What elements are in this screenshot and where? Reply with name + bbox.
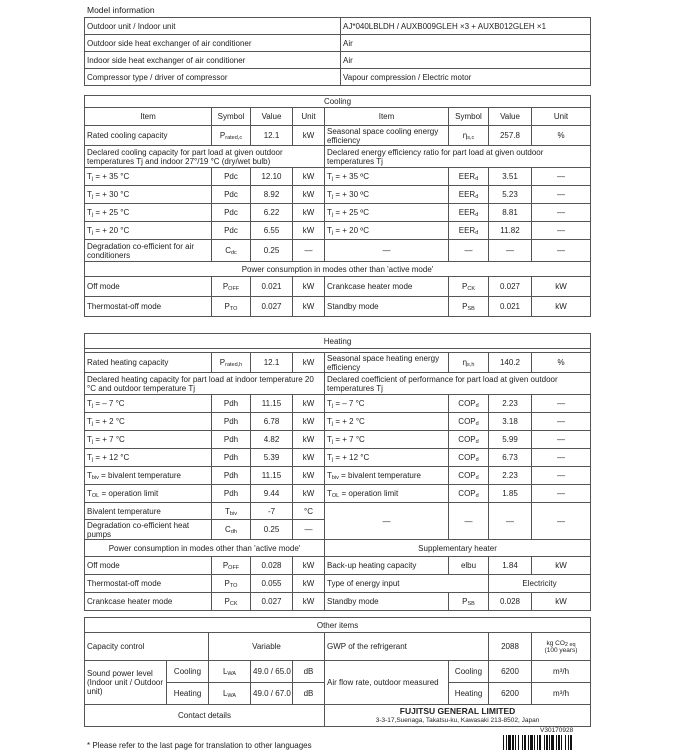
footnote: * Please refer to the last page for translation to other languages: [87, 741, 312, 750]
heating-title: Heating: [85, 334, 591, 349]
model-label: Outdoor unit / Indoor unit: [85, 18, 341, 35]
cooling-table: Cooling Item Symbol Value Unit Item Symbol Value Unit Rated cooling capacity $P_{rated,c}$ 12.1 kW Seasonal space cooling energy efficiency $\eta_{s,c}$ 257.8 % Declared cooling capacity for part load at given outdoor temperatures Tj and indoor 27°/19 °C (dry/wet bulb) Declared energy efficiency ratio for part load at given outdoor temperatures Tj $T_j$ = + 35 °C Pdc 12.10 kW $T_j$ = + 35 ºC $EER_d$ 3.51 — $T_j$ = + 30 °C Pdc 8.92 kW $T_j$ = + 30 ºC $EER_d$ 5.23 — $T_j$ = + 25 °C Pdc 6.22 kW $T_j$ = + 25 ºC $EER_d$ 8.81 — $T_j$ = + 20 °C Pdc 6.55 kW $T_j$ = + 20 ºC $EER_d$ 11.82 — Degradation co-efficient for air conditioners $C_{dc}$ 0.25 — — — — — Power consumption in modes other than 'active mode' Off mode $P_{OFF}$ 0.021 kW Crankcase heater mode $P_{CK}$ 0.027 kW Thermostat-off mode $P_{TO}$ 0.027 kW Standby mode $P_{SB}$ 0.021 kW: [84, 95, 591, 317]
model-value: Vapour compression / Electric motor: [341, 69, 591, 86]
heating-table: Heating Rated heating capacity $P_{rated,h}$ 12.1 kW Seasonal space heating energy efficiency $\eta_{s,h}$ 140.2 % Declared heating capacity for part load at indoor temperature 20 °C and outdoor temperature Tj Declared coefficient of performance for part load at given outdoor temperatures Tj $T_j$ = – 7 °C Pdh 11.15 kW $T_j$ = – 7 °C $COP_d$ 2.23 — $T_j$ = + 2 °C Pdh 6.78 kW $T_j$ = + 2 °C $COP_d$ 3.18 — $T_j$ = + 7 °C Pdh 4.82 kW $T_j$ = + 7 °C $COP_d$ 5.99 — $T_j$ = + 12 °C Pdh 5.39 kW $T_j$ = + 12 °C $COP_d$ 6.73 — $T_{biv}$ = bivalent temperature Pdh 11.15 kW $T_{biv}$ = bivalent temperature $COP_d$ 2.23 — $T_{OL}$ = operation limit Pdh 9.44 kW $T_{OL}$ = operation limit $COP_d$ 1.85 — Bivalent temperature $T_{biv}$ -7 °C — — — — Degradation co-efficient heat pumps $C_{dh}$ 0.25 — Power consumption in modes other than 'active mode' Supplementary heater Off mode $P_{OFF}$ 0.028 kW Back-up heating capacity elbu 1.84 kW Thermostat-off mode $P_{TO}$ 0.055 kW Type of energy input Electricity Crankcase heater mode $P_{CK}$ 0.027 kW Standby mode $P_{SB}$ 0.028 kW: [84, 333, 591, 611]
model-value: Air: [341, 35, 591, 52]
barcode-icon: [503, 735, 590, 750]
model-value: AJ*040LBLDH / AUXB009GLEH ×3 + AUXB012GLEH ×1: [341, 18, 591, 35]
other-items-title: Other items: [85, 618, 591, 633]
document-number: V30170928: [540, 727, 574, 734]
rated-cooling-label: Rated cooling capacity: [85, 126, 212, 146]
cooling-title: Cooling: [85, 96, 591, 108]
company-address: 3-3-17,Suenaga, Takatsu-ku, Kawasaki 213-8502, Japan: [375, 716, 540, 724]
model-label: Compressor type / driver of compressor: [85, 69, 341, 86]
model-value: Air: [341, 52, 591, 69]
model-label: Indoor side heat exchanger of air conditioner: [85, 52, 341, 69]
model-info-table: [84, 17, 591, 86]
model-label: Outdoor side heat exchanger of air conditioner: [85, 35, 341, 52]
model-info-title: Model information: [87, 5, 155, 15]
other-items-table: Other items Capacity control Variable GWP of the refrigerant 2088 kg $CO_{2 eq}$ (100 years) Sound power level (Indoor unit / Outdoor unit) Cooling $L_{WA}$ 49.0 / 65.0 dB Air flow rate, outdoor measured Cooling 6200 m³/h Heating $L_{WA}$ 49.0 / 67.0 dB Heating 6200 m³/h Contact details FUJITSU GENERAL LIMITED 3-3-17,Suenaga, Takatsu-ku, Kawasaki 213-8502, Japan: [84, 617, 591, 727]
company-name: FUJITSU GENERAL LIMITED: [399, 705, 516, 716]
